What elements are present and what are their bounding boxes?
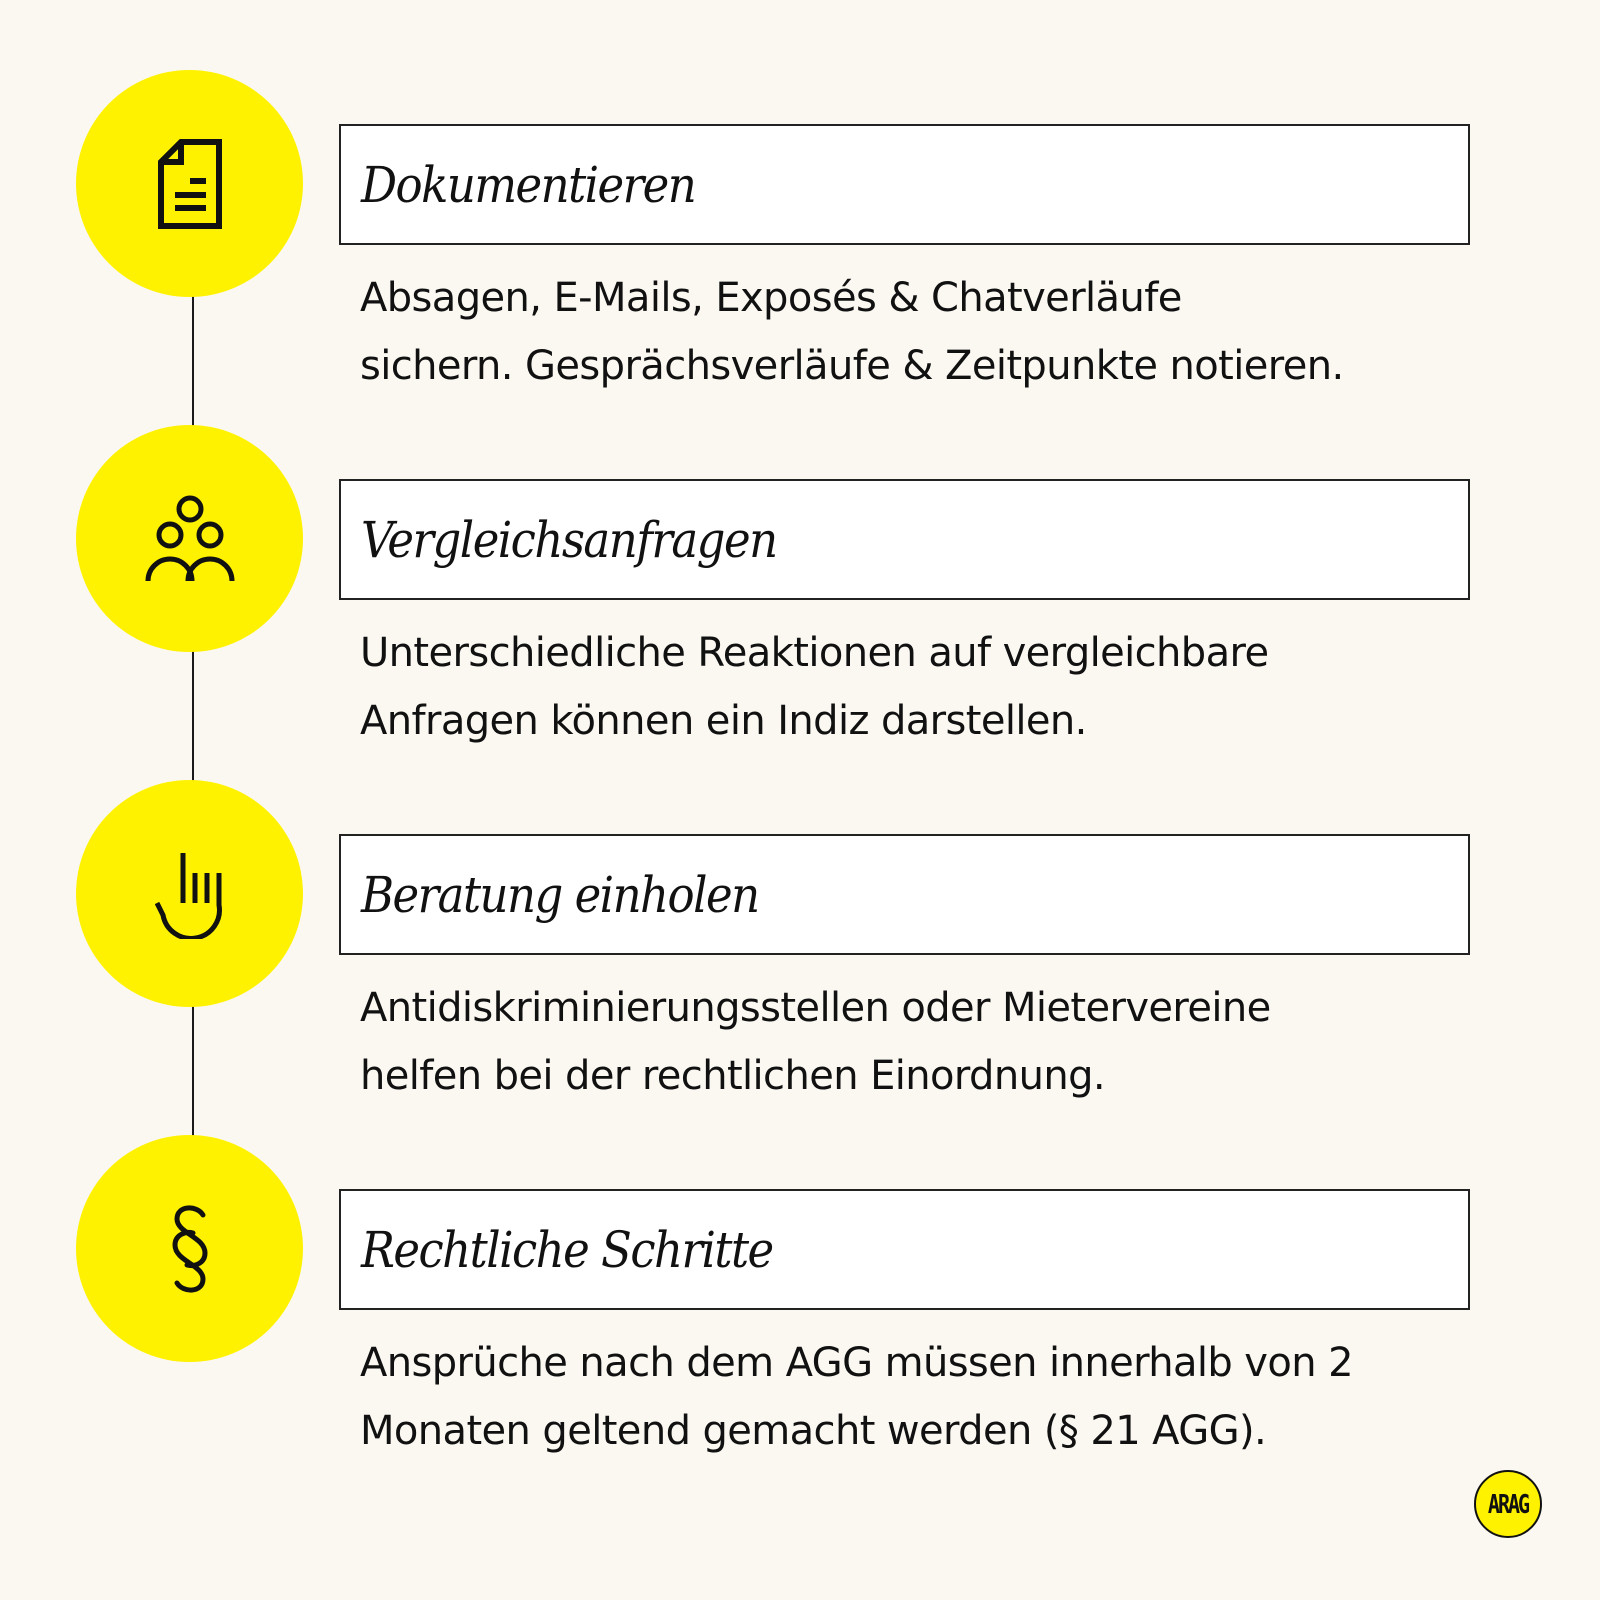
step-2-title: Vergleichsanfragen	[361, 510, 777, 569]
arag-logo-text: ARAG	[1487, 1488, 1529, 1520]
step-3-circle	[76, 780, 303, 1007]
step-1-title-box	[339, 124, 1470, 245]
step-4-title: Rechtliche Schritte	[361, 1220, 773, 1279]
timeline-connector	[192, 296, 194, 426]
step-2-title-box	[339, 479, 1470, 600]
description-line: Absagen, E-Mails, Exposés & Chatverläufe	[360, 275, 1182, 321]
description-line: sichern. Gesprächsverläufe & Zeitpunkte notieren.	[360, 343, 1344, 389]
step-1-title: Dokumentieren	[361, 155, 696, 214]
paragraph-section-icon	[165, 1203, 215, 1295]
timeline-connector	[192, 651, 194, 781]
step-3-title: Beratung einholen	[361, 865, 759, 924]
step-2-circle	[76, 425, 303, 652]
description-line: Antidiskriminierungsstellen oder Mietervereine	[360, 985, 1271, 1031]
step-2-description	[360, 619, 1480, 755]
step-4-description	[360, 1329, 1480, 1465]
step-3-title-box	[339, 834, 1470, 955]
step-1-description	[360, 264, 1480, 400]
timeline-connector	[192, 1006, 194, 1136]
step-4-circle	[76, 1135, 303, 1362]
step-1-circle	[76, 70, 303, 297]
step-4-title-box	[339, 1189, 1470, 1310]
people-group-icon	[144, 493, 236, 585]
description-line: Anfragen können ein Indiz darstellen.	[360, 698, 1087, 744]
step-3-description	[360, 974, 1480, 1110]
description-line: Ansprüche nach dem AGG müssen innerhalb von 2	[360, 1340, 1353, 1386]
document-icon	[157, 138, 223, 230]
arag-logo	[1474, 1470, 1542, 1538]
description-line: Unterschiedliche Reaktionen auf vergleichbare	[360, 630, 1269, 676]
description-line: helfen bei der rechtlichen Einordnung.	[360, 1053, 1105, 1099]
description-line: Monaten geltend gemacht werden (§ 21 AGG).	[360, 1408, 1267, 1454]
hand-gesture-icon	[155, 849, 225, 939]
